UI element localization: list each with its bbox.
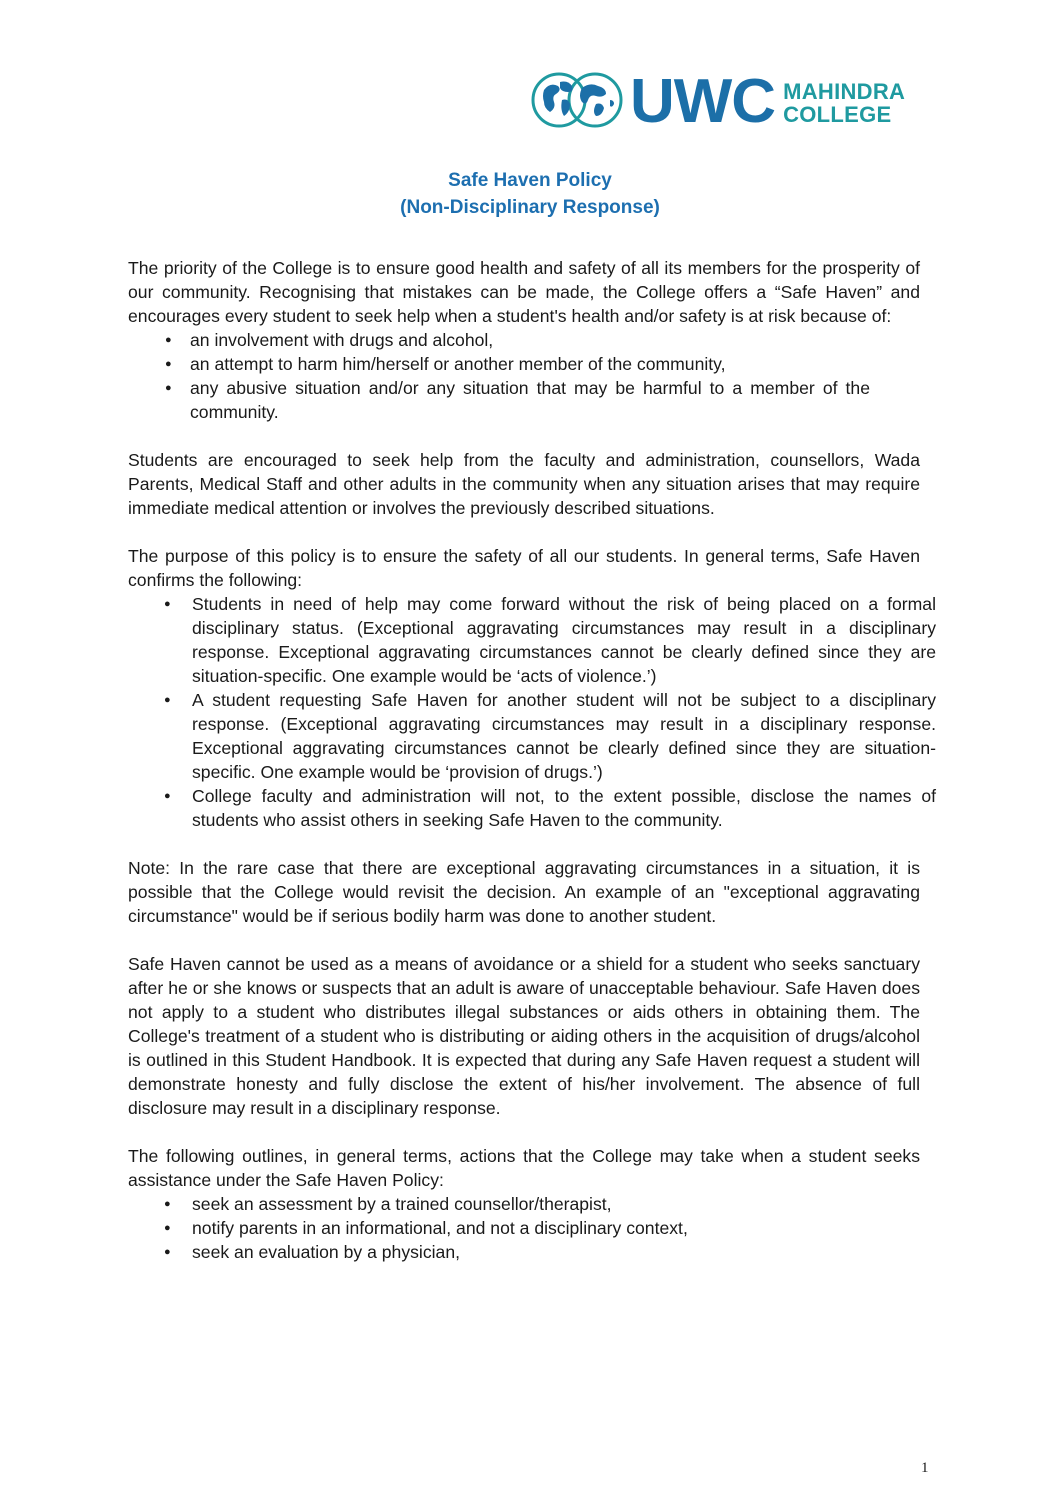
- confirmations-list: [128, 592, 936, 832]
- logo-college-line1: MAHINDRA: [783, 79, 906, 104]
- list-item: ● College faculty and administration will not, to the extent possible, disclose the names of students who assist others in seeking Safe Haven to the community.: [128, 784, 936, 832]
- logo-college-name: [783, 80, 905, 126]
- list-item: ● seek an evaluation by a physician,: [128, 1240, 920, 1264]
- list-item: ● notify parents in an informational, and not a disciplinary context,: [128, 1216, 920, 1240]
- seek-help-paragraph: Students are encouraged to seek help from the faculty and administration, counsellors, Wada Parents, Medical Staff and other adults in the community when any situation arises that may require immediate medical attention or involves the previously described situations.: [128, 450, 920, 518]
- list-item: ● A student requesting Safe Haven for another student will not be subject to a disciplinary response. (Exceptional aggravating circumstances may result in a disciplinary response. Exceptional aggravating circumstances cannot be clearly defined since they are situation-specific. One example would be ‘provision of drugs.’): [128, 688, 936, 784]
- purpose-paragraph: The purpose of this policy is to ensure the safety of all our students. In general terms, Safe Haven confirms the following:: [128, 546, 920, 590]
- document-subtitle: (Non-Disciplinary Response): [400, 197, 660, 218]
- page-number: 1: [921, 1460, 929, 1476]
- list-item: ● an attempt to harm him/herself or another member of the community,: [128, 352, 920, 376]
- document-body: [128, 256, 936, 1264]
- risk-list: [128, 328, 920, 424]
- logo-wordmark: UWC: [630, 67, 776, 136]
- college-logo: [530, 67, 906, 136]
- document-title: Safe Haven Policy: [448, 170, 612, 191]
- logo-college-line2: COLLEGE: [783, 102, 892, 127]
- note-paragraph: Note: In the rare case that there are exceptional aggravating circumstances in a situation, it is possible that the College would revisit the decision. An example of an "exceptional aggravating circumstance" would be if serious bodily harm was done to another student.: [128, 858, 920, 926]
- list-item: ● seek an assessment by a trained counsellor/therapist,: [128, 1192, 920, 1216]
- actions-list: [128, 1192, 920, 1264]
- intro-paragraph: The priority of the College is to ensure good health and safety of all its members for the prosperity of our community. Recognising that mistakes can be made, the College offers a “Safe Haven” and encourages every student to seek help when a student's health and/or safety is at risk because of:: [128, 258, 920, 326]
- actions-intro-paragraph: The following outlines, in general terms, actions that the College may take when a student seeks assistance under the Safe Haven Policy:: [128, 1146, 920, 1190]
- list-item: ● an involvement with drugs and alcohol,: [128, 328, 920, 352]
- globe-emblem-icon: [530, 70, 624, 130]
- list-item: ● Students in need of help may come forward without the risk of being placed on a formal disciplinary status. (Exceptional aggravating circumstances may result in a disciplinary response. Exceptional aggravating circumstances cannot be clearly defined since they are situation-specific. One example would be ‘acts of violence.’): [128, 592, 936, 688]
- limitations-paragraph: Safe Haven cannot be used as a means of avoidance or a shield for a student who seeks sanctuary after he or she knows or suspects that an adult is aware of unacceptable behaviour. Safe Haven does not apply to a student who distributes illegal substances or aids others in obtaining them. The College's treatment of a student who is distributing or aiding others in the acquisition of drugs/alcohol is outlined in this Student Handbook. It is expected that during any Safe Haven request a student will demonstrate honesty and fully disclose the extent of his/her involvement. The absence of full disclosure may result in a disciplinary response.: [128, 954, 920, 1118]
- list-item: ● any abusive situation and/or any situation that may be harmful to a member of the community.: [128, 376, 920, 424]
